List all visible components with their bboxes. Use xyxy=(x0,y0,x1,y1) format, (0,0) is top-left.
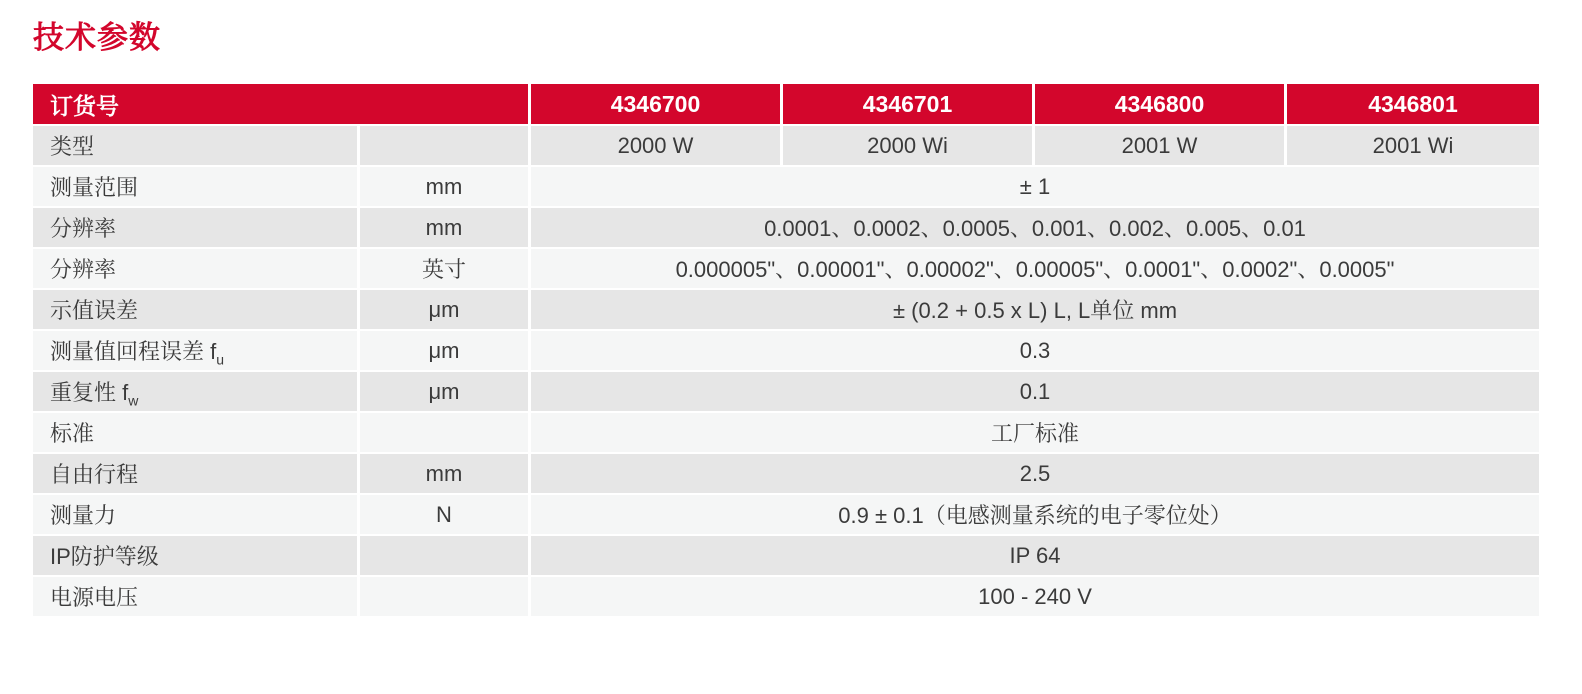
table-row xyxy=(33,454,1539,495)
row-unit: mm xyxy=(360,454,531,495)
row-unit: N xyxy=(360,495,531,536)
table-row xyxy=(33,372,1539,413)
row-label: 测量力 xyxy=(33,495,360,536)
row-label: 自由行程 xyxy=(33,454,360,495)
row-value: 0.0001、0.0002、0.0005、0.001、0.002、0.005、0.01 xyxy=(531,208,1539,249)
table-row xyxy=(33,495,1539,536)
table-row xyxy=(33,413,1539,454)
table-row xyxy=(33,208,1539,249)
row-value: 100 - 240 V xyxy=(531,577,1539,618)
table-row xyxy=(33,536,1539,577)
row-value: 0.1 xyxy=(531,372,1539,413)
order-number-4346801: 4346801 xyxy=(1287,84,1539,126)
row-unit xyxy=(360,126,531,167)
table-row xyxy=(33,126,1539,167)
row-value: 0.000005"、0.00001"、0.00002"、0.00005"、0.0001"、0.0002"、0.0005" xyxy=(531,249,1539,290)
row-value: 0.3 xyxy=(531,331,1539,372)
header-row xyxy=(33,84,1539,126)
row-label: 分辨率 xyxy=(33,208,360,249)
row-unit: μm xyxy=(360,290,531,331)
row-value: 工厂标准 xyxy=(531,413,1539,454)
row-value: 0.9 ± 0.1（电感测量系统的电子零位处） xyxy=(531,495,1539,536)
row-unit xyxy=(360,413,531,454)
spec-table xyxy=(33,84,1539,618)
row-unit: 英寸 xyxy=(360,249,531,290)
order-number-label: 订货号 xyxy=(33,84,531,126)
page-title: 技术参数 xyxy=(33,20,161,55)
row-unit xyxy=(360,577,531,618)
table-row xyxy=(33,290,1539,331)
order-number-4346700: 4346700 xyxy=(531,84,783,126)
row-label: 重复性 $f_w$ xyxy=(33,372,360,413)
row-unit: μm xyxy=(360,372,531,413)
table-row xyxy=(33,331,1539,372)
row-unit: μm xyxy=(360,331,531,372)
row-value: ± 1 xyxy=(531,167,1539,208)
row-label: IP防护等级 xyxy=(33,536,360,577)
row-value: 2001 W xyxy=(1035,126,1287,167)
spec-table-body xyxy=(33,126,1539,618)
spec-table-header xyxy=(33,84,1539,126)
row-unit xyxy=(360,536,531,577)
order-number-4346800: 4346800 xyxy=(1035,84,1287,126)
row-label: 测量值回程误差 $f_u$ xyxy=(33,331,360,372)
row-value: 2.5 xyxy=(531,454,1539,495)
table-row xyxy=(33,249,1539,290)
table-row xyxy=(33,167,1539,208)
row-label: 类型 xyxy=(33,126,360,167)
row-value: 2000 W xyxy=(531,126,783,167)
row-value: ± (0.2 + 0.5 x L) L, L单位 mm xyxy=(531,290,1539,331)
row-unit: mm xyxy=(360,208,531,249)
row-label: 标准 xyxy=(33,413,360,454)
row-value: 2001 Wi xyxy=(1287,126,1539,167)
table-row xyxy=(33,577,1539,618)
row-label-subscript: w xyxy=(128,392,139,409)
row-label: 电源电压 xyxy=(33,577,360,618)
row-label: 示值误差 xyxy=(33,290,360,331)
row-label: 测量范围 xyxy=(33,167,360,208)
row-value: 2000 Wi xyxy=(783,126,1035,167)
order-number-4346701: 4346701 xyxy=(783,84,1035,126)
row-label: 分辨率 xyxy=(33,249,360,290)
row-label-subscript: u xyxy=(216,351,225,368)
row-value: IP 64 xyxy=(531,536,1539,577)
row-unit: mm xyxy=(360,167,531,208)
